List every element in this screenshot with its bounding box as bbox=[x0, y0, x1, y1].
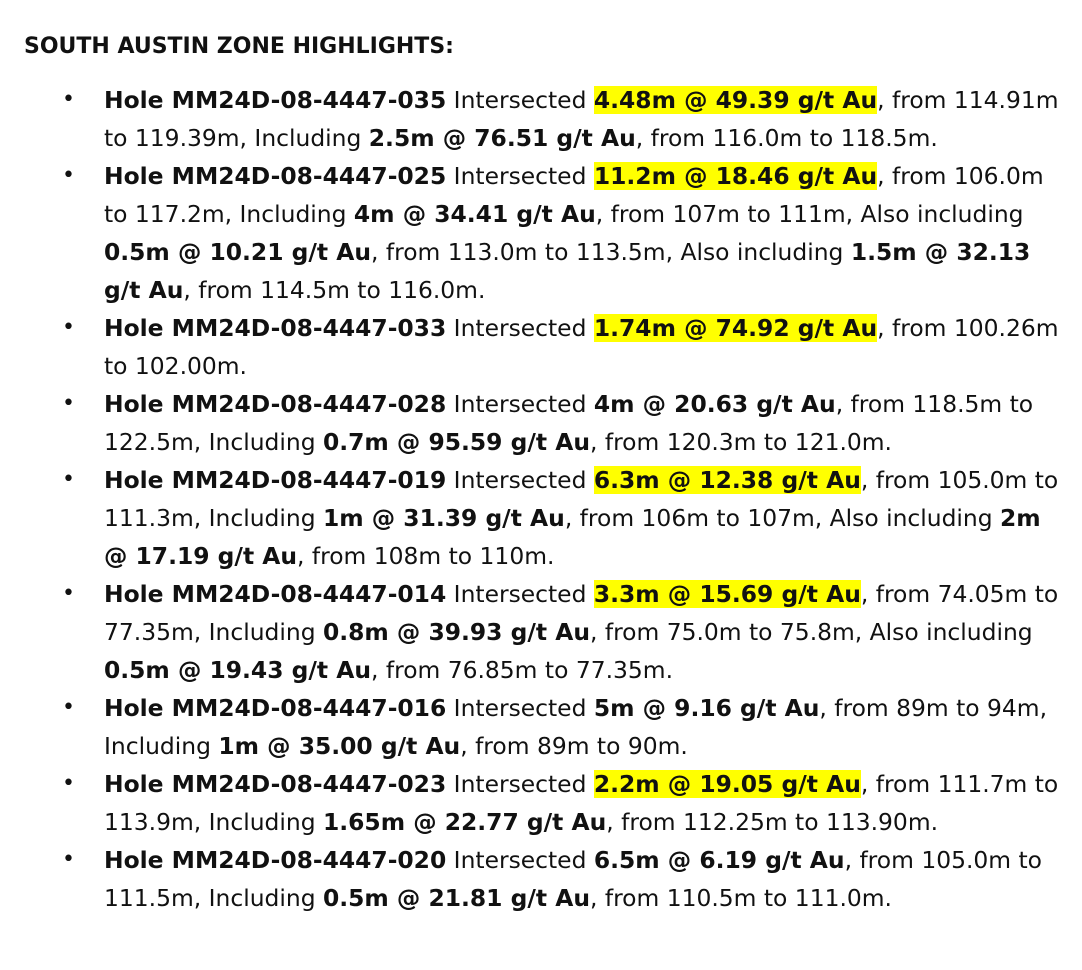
intercept-value: 6.5m @ 6.19 g/t Au bbox=[593, 846, 845, 874]
hole-id: Hole MM24D-08-4447-025 bbox=[104, 162, 447, 190]
description-text: Intersected bbox=[446, 314, 594, 342]
description-text: , from 114.91m to 119.39m, Including bbox=[104, 86, 1059, 152]
list-item bbox=[24, 765, 1082, 841]
highlighted-intercept: 1.74m @ 74.92 g/t Au bbox=[593, 314, 878, 342]
hole-id: Hole MM24D-08-4447-023 bbox=[104, 770, 447, 798]
description-text: , from 89m to 94m, Including bbox=[104, 694, 1048, 760]
description-text: , from 74.05m to 77.35m, Including bbox=[104, 580, 1059, 646]
description-text: Intersected bbox=[446, 846, 594, 874]
intercept-value: 4m @ 34.41 g/t Au bbox=[353, 200, 596, 228]
intercept-value: 1.5m @ 32.13 g/t Au bbox=[104, 238, 1031, 304]
description-text: , from 105.0m to 111.5m, Including bbox=[104, 846, 1042, 912]
description-text: Intersected bbox=[446, 580, 594, 608]
list-item bbox=[24, 157, 1082, 309]
description-text: , from 107m to 111m, Also including bbox=[595, 200, 1024, 228]
description-text: , from 100.26m to 102.00m. bbox=[104, 314, 1059, 380]
description-text: , from 108m to 110m. bbox=[297, 542, 555, 570]
description-text: , from 105.0m to 111.3m, Including bbox=[104, 466, 1059, 532]
description-text: , from 118.5m to 122.5m, Including bbox=[104, 390, 1034, 456]
bullet-icon: • bbox=[62, 87, 75, 112]
description-text: , from 111.7m to 113.9m, Including bbox=[104, 770, 1059, 836]
intercept-value: 4m @ 20.63 g/t Au bbox=[593, 390, 836, 418]
intercept-value: 1.65m @ 22.77 g/t Au bbox=[322, 808, 607, 836]
description-text: Intersected bbox=[446, 466, 594, 494]
description-text: , from 112.25m to 113.90m. bbox=[606, 808, 939, 836]
list-item bbox=[24, 575, 1082, 689]
list-item bbox=[24, 385, 1082, 461]
intercept-value: 0.7m @ 95.59 g/t Au bbox=[322, 428, 590, 456]
description-text: , from 106.0m to 117.2m, Including bbox=[104, 162, 1044, 228]
highlighted-intercept: 11.2m @ 18.46 g/t Au bbox=[593, 162, 878, 190]
intercept-value: 1m @ 35.00 g/t Au bbox=[218, 732, 461, 760]
intercept-value: 0.5m @ 19.43 g/t Au bbox=[104, 656, 371, 684]
bullet-icon: • bbox=[62, 315, 75, 340]
hole-id: Hole MM24D-08-4447-016 bbox=[104, 694, 447, 722]
bullet-icon: • bbox=[62, 695, 75, 720]
description-text: , from 114.5m to 116.0m. bbox=[183, 276, 486, 304]
intercept-value: 0.5m @ 21.81 g/t Au bbox=[322, 884, 590, 912]
hole-id: Hole MM24D-08-4447-033 bbox=[104, 314, 447, 342]
list-item bbox=[24, 309, 1082, 385]
description-text: Intersected bbox=[446, 770, 594, 798]
highlighted-intercept: 4.48m @ 49.39 g/t Au bbox=[593, 86, 878, 114]
list-item bbox=[24, 81, 1082, 157]
hole-id: Hole MM24D-08-4447-035 bbox=[104, 86, 447, 114]
bullet-icon: • bbox=[62, 391, 75, 416]
bullet-icon: • bbox=[62, 467, 75, 492]
intercept-value: 5m @ 9.16 g/t Au bbox=[593, 694, 820, 722]
bullet-icon: • bbox=[62, 771, 75, 796]
highlighted-intercept: 2.2m @ 19.05 g/t Au bbox=[593, 770, 861, 798]
intercept-value: 2.5m @ 76.51 g/t Au bbox=[368, 124, 636, 152]
list-item bbox=[24, 841, 1082, 917]
bullet-icon: • bbox=[62, 847, 75, 872]
description-text: Intersected bbox=[446, 694, 594, 722]
highlighted-intercept: 6.3m @ 12.38 g/t Au bbox=[593, 466, 861, 494]
description-text: Intersected bbox=[446, 162, 594, 190]
description-text: , from 116.0m to 118.5m. bbox=[635, 124, 938, 152]
hole-id: Hole MM24D-08-4447-020 bbox=[104, 846, 447, 874]
description-text: , from 110.5m to 111.0m. bbox=[589, 884, 892, 912]
description-text: , from 89m to 90m. bbox=[460, 732, 688, 760]
description-text: , from 106m to 107m, Also including bbox=[564, 504, 1001, 532]
list-item bbox=[24, 461, 1082, 575]
intercept-value: 0.8m @ 39.93 g/t Au bbox=[322, 618, 590, 646]
bullet-icon: • bbox=[62, 581, 75, 606]
intercept-value: 0.5m @ 10.21 g/t Au bbox=[104, 238, 371, 266]
intercept-value: 1m @ 31.39 g/t Au bbox=[322, 504, 565, 532]
highlighted-intercept: 3.3m @ 15.69 g/t Au bbox=[593, 580, 861, 608]
description-text: Intersected bbox=[446, 390, 594, 418]
list-item bbox=[24, 689, 1082, 765]
hole-id: Hole MM24D-08-4447-028 bbox=[104, 390, 447, 418]
hole-id: Hole MM24D-08-4447-019 bbox=[104, 466, 447, 494]
intercept-value: 2m @ 17.19 g/t Au bbox=[104, 504, 1041, 570]
section-heading: SOUTH AUSTIN ZONE HIGHLIGHTS: bbox=[24, 34, 454, 59]
description-text: , from 120.3m to 121.0m. bbox=[589, 428, 892, 456]
description-text: , from 75.0m to 75.8m, Also including bbox=[589, 618, 1033, 646]
hole-id: Hole MM24D-08-4447-014 bbox=[104, 580, 447, 608]
description-text: , from 76.85m to 77.35m. bbox=[370, 656, 674, 684]
description-text: Intersected bbox=[446, 86, 594, 114]
bullet-icon: • bbox=[62, 163, 75, 188]
highlights-list bbox=[24, 81, 1082, 917]
description-text: , from 113.0m to 113.5m, Also including bbox=[370, 238, 851, 266]
